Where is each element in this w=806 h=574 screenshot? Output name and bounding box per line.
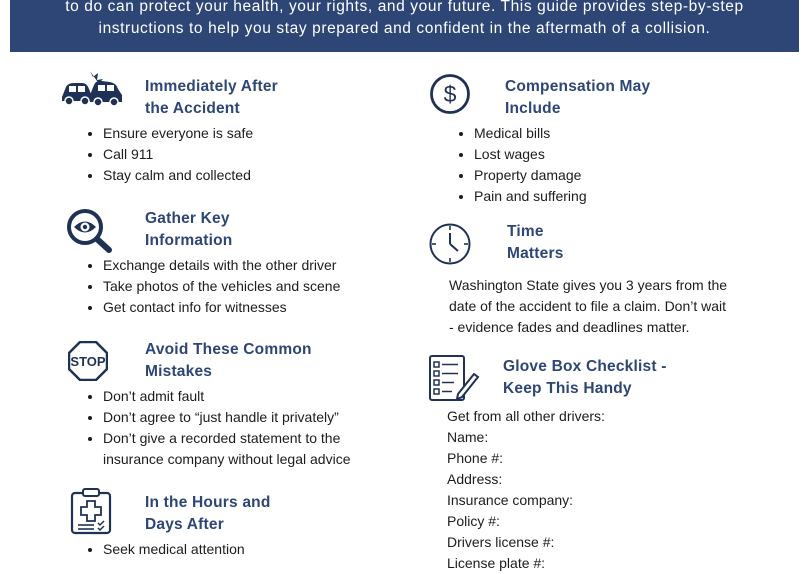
compensation-list [456,123,587,207]
checklist-line: Name: [447,429,489,445]
magnifier-eye-icon [66,208,114,254]
list-item: • Medical bills [474,123,587,144]
section-title-time: Time Matters [507,223,564,262]
stop-sign-icon [68,341,108,381]
list-item: • Call 911 [103,144,253,165]
section-title-glovebox: Glove Box Checklist - Keep This Handy [503,358,667,397]
clock-icon [428,222,472,266]
list-item: • Ensure everyone is safe [103,123,253,144]
gather-list [85,255,340,318]
glovebox-checklist [447,406,605,574]
section-title-gather: Gather Key Information [145,210,233,249]
stop-sign-text: STOP [70,354,106,369]
checklist-icon [428,354,480,402]
accident-list [85,123,253,186]
checklist-line: License plate #: [447,555,546,571]
checklist-line: Drivers license #: [447,534,555,550]
dollar-circle-icon [429,73,471,115]
checklist-line: Insurance company: [447,492,574,508]
section-title-compensation: Compensation May Include [505,78,651,117]
section-title-hours: In the Hours and Days After [145,494,271,533]
list-item: • Don’t agree to “just handle it privately” [103,407,350,428]
list-item: • Pain and suffering [474,186,587,207]
list-item: • Take photos of the vehicles and scene [103,276,340,297]
list-item: • Property damage [474,165,587,186]
car-crash-icon [60,67,124,109]
list-item: • Stay calm and collected [103,165,253,186]
checklist-line: Policy #: [447,513,500,529]
hours-list [85,539,245,560]
list-item: • Get contact info for witnesses [103,297,340,318]
list-item: • Seek medical attention [103,539,245,560]
list-item: • Lost wages [474,144,587,165]
time-paragraph: Washington State gives you 3 years from the date of the accident to file a claim. Don’t wait - evidence fades and deadlines matter. [449,277,728,335]
checklist-line: Address: [447,471,503,487]
mistakes-list [85,386,350,470]
medical-clipboard-icon [70,487,112,535]
section-title-accident: Immediately After the Accident [145,78,278,117]
svg-text:$: $ [443,81,457,107]
section-title-mistakes: Avoid These Common Mistakes [145,341,312,380]
list-item: • Don’t give a recorded statement to the insurance company without legal advice [103,428,350,470]
checklist-line: Phone #: [447,450,504,466]
list-item: • Exchange details with the other driver [103,255,340,276]
banner-line-2: instructions to help you stay prepared and confident in the aftermath of a collision. [98,20,711,37]
banner-line-1: to do can protect your health, your rights, and your future. This guide provides step-by-step [65,0,744,15]
intro-banner [10,0,799,52]
checklist-line: Get from all other drivers: [447,408,605,424]
list-item: • Don’t admit fault [103,386,350,407]
